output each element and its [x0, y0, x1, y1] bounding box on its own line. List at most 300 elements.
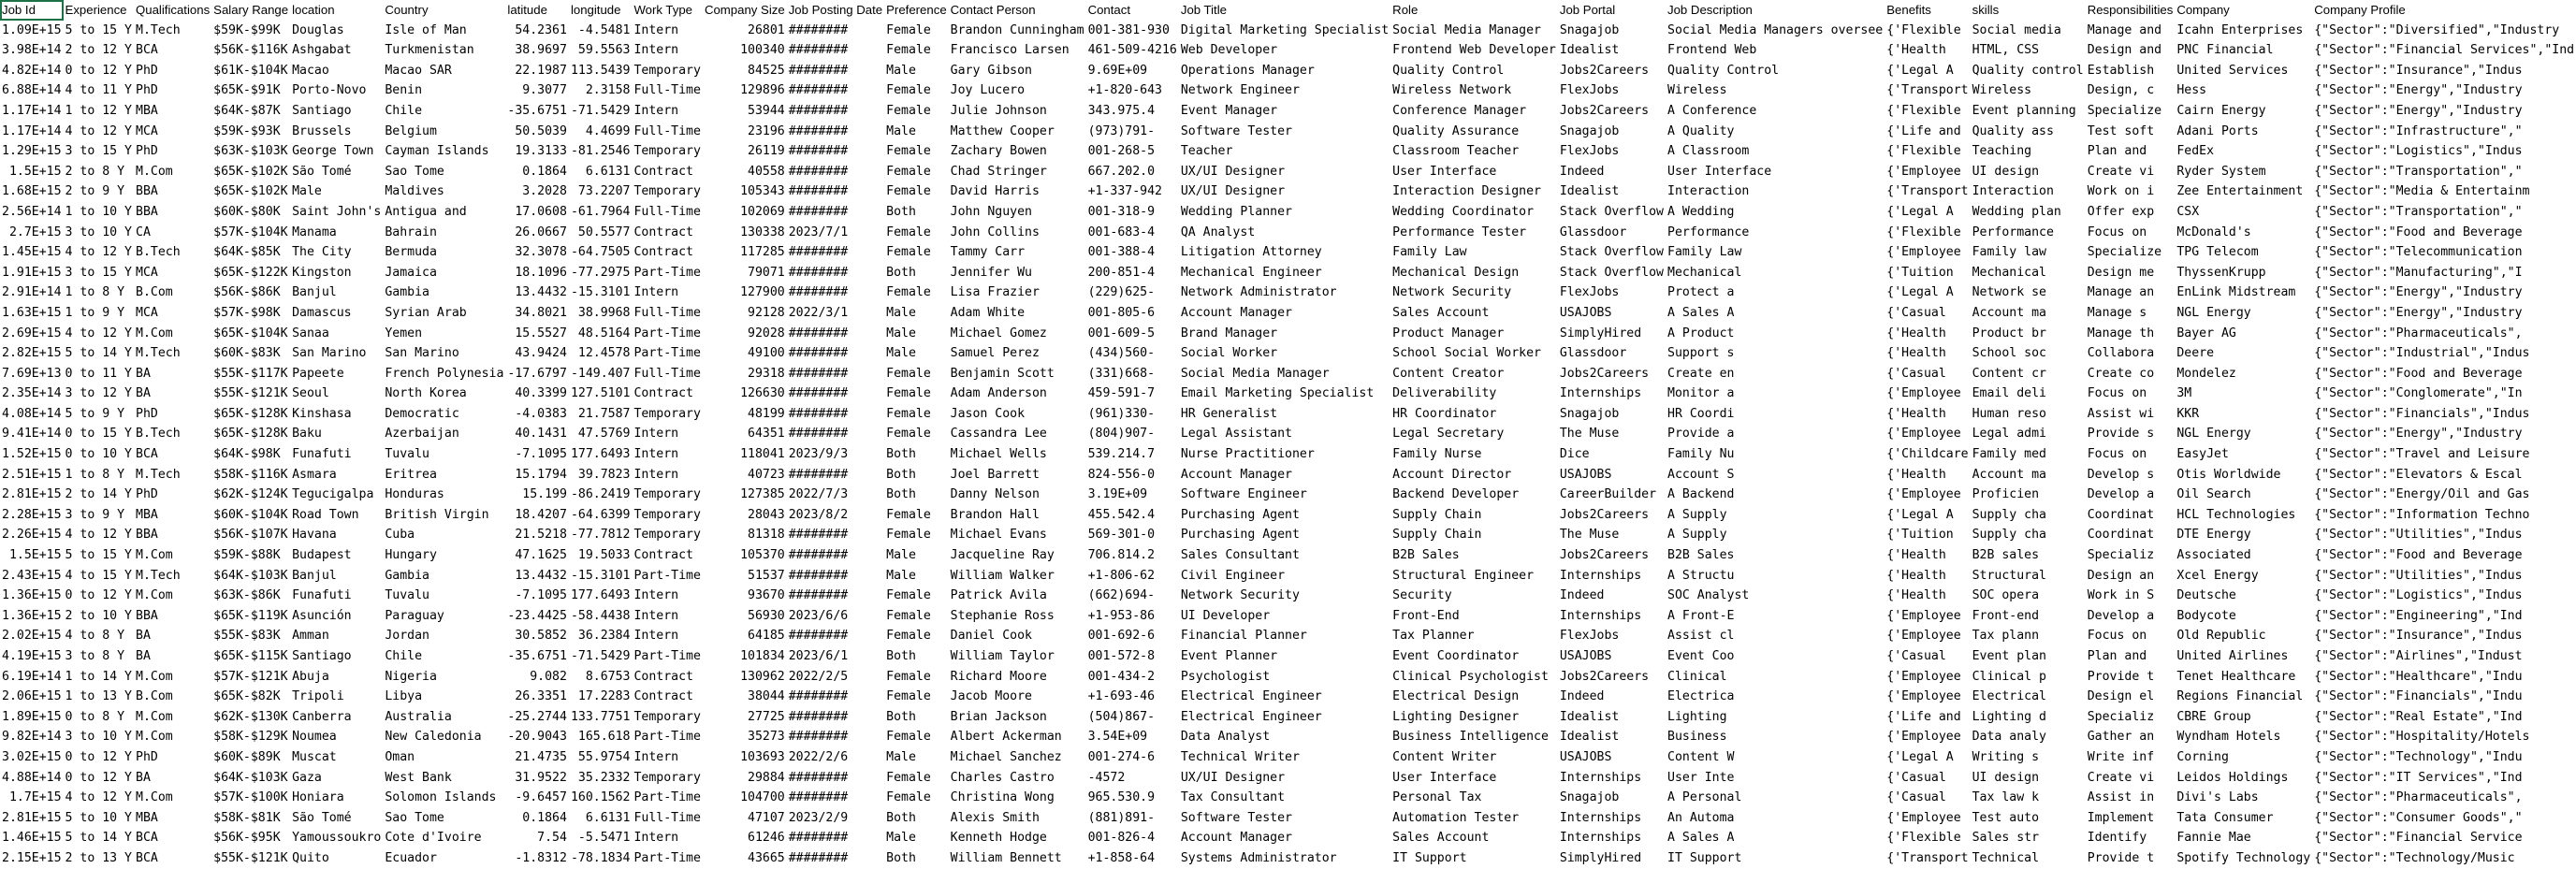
table-cell[interactable]: 1.17E+14	[2, 123, 62, 138]
table-cell[interactable]: Electrical	[1972, 689, 2046, 704]
table-cell[interactable]: 001-805-6	[1087, 305, 1156, 320]
table-cell[interactable]: School Social Worker	[1392, 346, 1541, 361]
table-cell[interactable]: Libya	[385, 689, 423, 704]
table-cell[interactable]: Software Tester	[1180, 123, 1292, 138]
table-cell[interactable]: ########	[788, 850, 849, 865]
table-cell[interactable]: 2022/2/5	[788, 669, 849, 684]
table-cell[interactable]: 2.3158	[585, 83, 631, 98]
table-cell[interactable]: $55K-$117K	[213, 366, 288, 381]
table-cell[interactable]: Human reso	[1972, 406, 2046, 421]
table-cell[interactable]: Tax Consultant	[1180, 790, 1286, 805]
table-cell[interactable]: Associated	[2176, 548, 2251, 563]
table-cell[interactable]: Frontend Web	[1667, 43, 1757, 58]
table-cell[interactable]: 3.02E+15	[2, 749, 62, 764]
table-cell[interactable]: Female	[886, 427, 931, 442]
table-cell[interactable]: 0 to 12 Y	[65, 588, 132, 603]
table-cell[interactable]: 93670	[748, 588, 785, 603]
table-cell[interactable]: Account S	[1667, 467, 1735, 482]
table-cell[interactable]: Email deli	[1972, 386, 2046, 401]
table-cell[interactable]: 1.29E+15	[2, 144, 62, 159]
table-cell[interactable]: ########	[788, 568, 849, 583]
table-cell[interactable]: Full-Time	[633, 204, 701, 219]
table-cell[interactable]: M.Com	[136, 164, 173, 179]
table-cell[interactable]: USAJOBS	[1559, 305, 1612, 320]
table-cell[interactable]: -5.5471	[577, 831, 631, 846]
table-cell[interactable]: 177.6493	[570, 588, 631, 603]
table-cell[interactable]: M.Com	[136, 709, 173, 724]
table-cell[interactable]: $65K-$104K	[213, 326, 288, 340]
table-cell[interactable]: $65K-$102K	[213, 164, 288, 179]
table-cell[interactable]: ########	[788, 43, 849, 58]
table-cell[interactable]: -35.6751	[507, 103, 567, 118]
table-cell[interactable]: Baku	[292, 427, 322, 442]
table-cell[interactable]: PNC Financial	[2176, 43, 2274, 58]
table-cell[interactable]: Santiago	[292, 649, 352, 663]
table-cell[interactable]: BA	[136, 629, 151, 644]
table-cell[interactable]: 54.2361	[515, 22, 567, 37]
table-cell[interactable]: 7.69E+13	[2, 366, 62, 381]
table-cell[interactable]: {"Sector":"Telecommunication	[2314, 245, 2523, 260]
table-cell[interactable]: Jason Cook	[950, 406, 1026, 421]
table-cell[interactable]: An Automa	[1667, 810, 1735, 825]
table-cell[interactable]: Automation Tester	[1392, 810, 1520, 825]
table-cell[interactable]: 55.9754	[577, 749, 631, 764]
table-cell[interactable]: North Korea	[385, 386, 467, 401]
table-cell[interactable]: ########	[788, 770, 849, 785]
table-cell[interactable]: Ryder System	[2176, 164, 2266, 179]
table-cell[interactable]: {"Sector":"Financial Service	[2314, 831, 2523, 846]
table-cell[interactable]: Female	[886, 103, 931, 118]
table-cell[interactable]: Francisco Larsen	[950, 43, 1070, 58]
table-cell[interactable]: {"Sector":"Manufacturing","I	[2314, 265, 2523, 280]
table-cell[interactable]: ########	[788, 366, 849, 381]
table-cell[interactable]: Software Engineer	[1180, 487, 1307, 502]
table-cell[interactable]: 1.5E+15	[8, 164, 62, 179]
table-cell[interactable]: HTML, CSS	[1972, 43, 2040, 58]
table-cell[interactable]: Product br	[1972, 326, 2046, 340]
table-cell[interactable]: Operations Manager	[1180, 63, 1315, 78]
table-cell[interactable]: Supply Chain	[1392, 528, 1482, 543]
table-cell[interactable]: 0 to 12 Y	[65, 749, 132, 764]
table-cell[interactable]: Teacher	[1180, 144, 1233, 159]
table-cell[interactable]: Glassdoor	[1559, 224, 1627, 239]
table-cell[interactable]: 1.5E+15	[8, 548, 62, 563]
table-cell[interactable]: 2.06E+15	[2, 689, 62, 704]
table-cell[interactable]: Julie Johnson	[950, 103, 1047, 118]
table-cell[interactable]: Account Director	[1392, 467, 1512, 482]
table-cell[interactable]: 35273	[748, 730, 785, 745]
table-cell[interactable]: 6.6131	[585, 810, 631, 825]
table-cell[interactable]: {'Health	[1886, 588, 1946, 603]
table-cell[interactable]: Network Security	[1180, 588, 1300, 603]
table-cell[interactable]: Temporary	[633, 507, 701, 522]
table-cell[interactable]: Male	[292, 184, 322, 199]
table-cell[interactable]: Family med	[1972, 447, 2046, 462]
table-cell[interactable]: 001-683-4	[1087, 224, 1156, 239]
table-cell[interactable]: {'Health	[1886, 346, 1946, 361]
table-cell[interactable]: 2.69E+15	[2, 326, 62, 340]
table-cell[interactable]: Network Administrator	[1180, 285, 1337, 300]
table-cell[interactable]: ########	[788, 709, 849, 724]
table-cell[interactable]: McDonald's	[2176, 224, 2251, 239]
table-cell[interactable]: ########	[788, 427, 849, 442]
table-cell[interactable]: Female	[886, 245, 931, 260]
table-cell[interactable]: Supply cha	[1972, 528, 2046, 543]
table-cell[interactable]: -4.5481	[577, 22, 631, 37]
table-cell[interactable]: Temporary	[633, 770, 701, 785]
table-cell[interactable]: Plan and	[2087, 649, 2147, 663]
table-cell[interactable]: Female	[886, 43, 931, 58]
table-cell[interactable]: 28043	[748, 507, 785, 522]
table-cell[interactable]: {"Sector":"Insurance","Indus	[2314, 629, 2523, 644]
table-cell[interactable]: 26.3351	[515, 689, 567, 704]
table-cell[interactable]: Frontend Web Developer	[1392, 43, 1556, 58]
table-cell[interactable]: {"Sector":"Diversified","Industry	[2314, 22, 2560, 37]
table-cell[interactable]: Front-End	[1392, 608, 1460, 623]
table-cell[interactable]: 9.82E+14	[2, 730, 62, 745]
column-header-cell[interactable]: Job Posting Date	[788, 3, 883, 17]
table-cell[interactable]: -149.407	[570, 366, 631, 381]
table-cell[interactable]: Regions Financial	[2176, 689, 2304, 704]
table-cell[interactable]: 34.8021	[515, 305, 567, 320]
table-cell[interactable]: -15.3101	[570, 568, 631, 583]
table-cell[interactable]: Social Media Manager	[1180, 366, 1330, 381]
table-cell[interactable]: Douglas	[292, 22, 344, 37]
table-cell[interactable]: -23.4425	[507, 608, 567, 623]
table-cell[interactable]: {'Life and	[1886, 709, 1961, 724]
table-cell[interactable]: Gather an	[2087, 730, 2155, 745]
table-cell[interactable]: {'Health	[1886, 548, 1946, 563]
table-cell[interactable]: Structural Engineer	[1392, 568, 1535, 583]
table-cell[interactable]: MCA	[136, 265, 158, 280]
table-cell[interactable]: 12.4578	[577, 346, 631, 361]
table-cell[interactable]: Isle of Man	[385, 22, 467, 37]
table-cell[interactable]: 126630	[740, 386, 785, 401]
table-cell[interactable]: B2B Sales	[1667, 548, 1735, 563]
table-cell[interactable]: Christina Wong	[950, 790, 1055, 805]
table-cell[interactable]: Stack Overflow	[1559, 245, 1664, 260]
table-cell[interactable]: Proficien	[1972, 487, 2040, 502]
table-cell[interactable]: Jobs2Careers	[1559, 103, 1650, 118]
table-cell[interactable]: 15.5527	[515, 326, 567, 340]
table-cell[interactable]: Male	[886, 548, 916, 563]
table-cell[interactable]: Brian Jackson	[950, 709, 1047, 724]
table-cell[interactable]: {"Sector":"IT Services","Ind	[2314, 770, 2523, 785]
table-cell[interactable]: Banjul	[292, 285, 337, 300]
table-cell[interactable]: Specializ	[2087, 709, 2155, 724]
table-cell[interactable]: 2.43E+15	[2, 568, 62, 583]
table-cell[interactable]: Performance Tester	[1392, 224, 1527, 239]
table-cell[interactable]: {'Employee	[1886, 164, 1961, 179]
table-cell[interactable]: ########	[788, 467, 849, 482]
table-cell[interactable]: FlexJobs	[1559, 83, 1620, 98]
table-cell[interactable]: Male	[886, 568, 916, 583]
table-cell[interactable]: UI design	[1972, 770, 2040, 785]
table-cell[interactable]: A Wedding	[1667, 204, 1735, 219]
table-cell[interactable]: +1-820-643	[1087, 83, 1162, 98]
table-cell[interactable]: ########	[788, 63, 849, 78]
table-cell[interactable]: {"Sector":"Utilities","Indus	[2314, 528, 2523, 543]
table-cell[interactable]: British Virgin	[385, 507, 489, 522]
table-cell[interactable]: Software Tester	[1180, 810, 1292, 825]
table-cell[interactable]: {"Sector":"Pharmaceuticals",	[2314, 790, 2523, 805]
table-cell[interactable]: A Personal	[1667, 790, 1742, 805]
table-cell[interactable]: 53944	[748, 103, 785, 118]
table-cell[interactable]: 40723	[748, 467, 785, 482]
table-cell[interactable]: USAJOBS	[1559, 467, 1612, 482]
table-cell[interactable]: Budapest	[292, 548, 352, 563]
table-cell[interactable]: ########	[788, 204, 849, 219]
table-cell[interactable]: PhD	[136, 144, 158, 159]
table-cell[interactable]: Personal Tax	[1392, 790, 1482, 805]
table-cell[interactable]: 21.4735	[515, 749, 567, 764]
table-cell[interactable]: Establish	[2087, 63, 2155, 78]
table-cell[interactable]: 40.1431	[515, 427, 567, 442]
table-cell[interactable]: Psychologist	[1180, 669, 1271, 684]
table-cell[interactable]: $65K-$91K	[213, 83, 281, 98]
table-cell[interactable]: Female	[886, 608, 931, 623]
table-cell[interactable]: Female	[886, 406, 931, 421]
table-cell[interactable]: 001-609-5	[1087, 326, 1156, 340]
table-cell[interactable]: Clinical Psychologist	[1392, 669, 1549, 684]
table-cell[interactable]: USAJOBS	[1559, 749, 1612, 764]
table-cell[interactable]: Idealist	[1559, 43, 1620, 58]
table-cell[interactable]: 1.7E+15	[8, 790, 62, 805]
table-cell[interactable]: Coordinat	[2087, 528, 2155, 543]
table-cell[interactable]: $65K-$115K	[213, 649, 288, 663]
table-cell[interactable]: 2023/7/1	[788, 224, 849, 239]
table-cell[interactable]: -7.1095	[515, 447, 567, 462]
table-cell[interactable]: Offer exp	[2087, 204, 2155, 219]
table-cell[interactable]: Benin	[385, 83, 423, 98]
table-cell[interactable]: Both	[886, 204, 916, 219]
table-cell[interactable]: MCA	[136, 305, 158, 320]
table-cell[interactable]: 0 to 11 Y	[65, 366, 132, 381]
table-cell[interactable]: Noumea	[292, 730, 337, 745]
table-cell[interactable]: Account ma	[1972, 467, 2046, 482]
table-cell[interactable]: 2.56E+14	[2, 204, 62, 219]
table-cell[interactable]: ########	[788, 689, 849, 704]
table-cell[interactable]: Legal Assistant	[1180, 427, 1292, 442]
column-header-cell[interactable]: Job Title	[1180, 3, 1227, 17]
table-cell[interactable]: ########	[788, 184, 849, 199]
table-cell[interactable]: Santiago	[292, 103, 352, 118]
table-cell[interactable]: {'Employee	[1886, 629, 1961, 644]
table-cell[interactable]: Security	[1392, 588, 1452, 603]
table-cell[interactable]: {'Employee	[1886, 669, 1961, 684]
table-cell[interactable]: Adani Ports	[2176, 123, 2259, 138]
table-cell[interactable]: 1.17E+14	[2, 103, 62, 118]
table-cell[interactable]: {"Sector":"Travel and Leisure	[2314, 447, 2530, 462]
table-cell[interactable]: DTE Energy	[2176, 528, 2251, 543]
table-cell[interactable]: Bodycote	[2176, 608, 2236, 623]
table-cell[interactable]: 130962	[740, 669, 785, 684]
table-cell[interactable]: Provide a	[1667, 427, 1735, 442]
table-cell[interactable]: PhD	[136, 83, 158, 98]
table-cell[interactable]: Account Manager	[1180, 305, 1292, 320]
table-cell[interactable]: Benjamin Scott	[950, 366, 1055, 381]
table-cell[interactable]: Female	[886, 770, 931, 785]
column-header-cell[interactable]: Contact	[1087, 3, 1131, 17]
column-header-cell[interactable]: skills	[1972, 3, 2000, 17]
table-cell[interactable]: Intern	[633, 831, 679, 846]
table-cell[interactable]: Jacqueline Ray	[950, 548, 1055, 563]
table-cell[interactable]: David Harris	[950, 184, 1040, 199]
table-cell[interactable]: Content Writer	[1392, 749, 1497, 764]
table-cell[interactable]: Teaching	[1972, 144, 2032, 159]
table-cell[interactable]: Intern	[633, 22, 679, 37]
table-cell[interactable]: {"Sector":"Financial Services","Ind	[2314, 43, 2575, 58]
table-cell[interactable]: Gary Gibson	[950, 63, 1032, 78]
table-cell[interactable]: Contract	[633, 386, 693, 401]
table-cell[interactable]: Develop s	[2087, 467, 2155, 482]
table-cell[interactable]: PhD	[136, 406, 158, 421]
table-cell[interactable]: {"Sector":"Engineering","Ind	[2314, 608, 2523, 623]
table-cell[interactable]: FlexJobs	[1559, 285, 1620, 300]
table-cell[interactable]: {"Sector":"Financials","Indus	[2314, 406, 2530, 421]
table-cell[interactable]: Web Developer	[1180, 43, 1278, 58]
table-cell[interactable]: 26.0667	[515, 224, 567, 239]
table-cell[interactable]: {'Employee	[1886, 608, 1961, 623]
table-cell[interactable]: (434)560-	[1087, 346, 1156, 361]
table-cell[interactable]: Honiara	[292, 790, 344, 805]
table-cell[interactable]: Technical	[1972, 850, 2040, 865]
table-cell[interactable]: 38044	[748, 689, 785, 704]
table-cell[interactable]: 27725	[748, 709, 785, 724]
table-cell[interactable]: Provide t	[2087, 850, 2155, 865]
column-header-cell[interactable]: Responsibilities	[2087, 3, 2174, 17]
table-cell[interactable]: {"Sector":"Energy","Industry	[2314, 427, 2523, 442]
table-cell[interactable]: São Tomé	[292, 164, 352, 179]
table-cell[interactable]: 64185	[748, 629, 785, 644]
table-cell[interactable]: Daniel Cook	[950, 629, 1032, 644]
table-cell[interactable]: Civil Engineer	[1180, 568, 1286, 583]
table-cell[interactable]: {'Flexible	[1886, 144, 1961, 159]
table-cell[interactable]: $62K-$130K	[213, 709, 288, 724]
table-cell[interactable]: M.Tech	[136, 568, 181, 583]
table-cell[interactable]: Male	[886, 346, 916, 361]
table-cell[interactable]: Banjul	[292, 568, 337, 583]
table-cell[interactable]: M.Com	[136, 730, 173, 745]
table-cell[interactable]: Manama	[292, 224, 337, 239]
table-cell[interactable]: Full-Time	[633, 305, 701, 320]
table-cell[interactable]: Internships	[1559, 770, 1642, 785]
table-cell[interactable]: Family Nurse	[1392, 447, 1482, 462]
table-cell[interactable]: 3.2028	[522, 184, 567, 199]
table-cell[interactable]: {"Sector":"Energy","Industry	[2314, 305, 2523, 320]
table-cell[interactable]: Hungary	[385, 548, 437, 563]
table-cell[interactable]: ########	[788, 123, 849, 138]
table-cell[interactable]: {'Employee	[1886, 386, 1961, 401]
table-cell[interactable]: Canberra	[292, 709, 352, 724]
table-cell[interactable]: Structural	[1972, 568, 2046, 583]
table-cell[interactable]: Corning	[2176, 749, 2229, 764]
column-header-cell[interactable]: Job Description	[1667, 3, 1753, 17]
table-cell[interactable]: Sales str	[1972, 831, 2040, 846]
table-cell[interactable]: 2023/8/2	[788, 507, 849, 522]
table-cell[interactable]: (504)867-	[1087, 709, 1156, 724]
table-cell[interactable]: Social media	[1972, 22, 2061, 37]
table-cell[interactable]: 129896	[740, 83, 785, 98]
table-cell[interactable]: Solomon Islands	[385, 790, 497, 805]
table-cell[interactable]: Cayman Islands	[385, 144, 489, 159]
table-cell[interactable]: Yemen	[385, 326, 423, 340]
table-cell[interactable]: 43.9424	[515, 346, 567, 361]
table-cell[interactable]: -4.0383	[515, 406, 567, 421]
table-cell[interactable]: 127900	[740, 285, 785, 300]
table-cell[interactable]: Cuba	[385, 528, 415, 543]
table-cell[interactable]: 3.54E+09	[1087, 730, 1148, 745]
table-cell[interactable]: 2.26E+15	[2, 528, 62, 543]
table-cell[interactable]: Internships	[1559, 810, 1642, 825]
table-cell[interactable]: 15.1794	[515, 467, 567, 482]
table-cell[interactable]: -61.7964	[570, 204, 631, 219]
table-cell[interactable]: Business Intelligence	[1392, 730, 1549, 745]
table-cell[interactable]: {"Sector":"Energy","Industry	[2314, 83, 2523, 98]
table-cell[interactable]: Tegucigalpa	[292, 487, 374, 502]
table-cell[interactable]: ########	[788, 245, 849, 260]
table-cell[interactable]: The Muse	[1559, 427, 1620, 442]
table-cell[interactable]: +1-693-46	[1087, 689, 1156, 704]
table-cell[interactable]: Asunción	[292, 608, 352, 623]
table-cell[interactable]: {'Employee	[1886, 487, 1961, 502]
table-cell[interactable]: $65K-$102K	[213, 184, 288, 199]
table-cell[interactable]: Snagajob	[1559, 406, 1620, 421]
table-cell[interactable]: ########	[788, 22, 849, 37]
table-cell[interactable]: Havana	[292, 528, 337, 543]
table-cell[interactable]: $65K-$128K	[213, 427, 288, 442]
table-cell[interactable]: 455.542.4	[1087, 507, 1156, 522]
table-cell[interactable]: 50.5039	[515, 123, 567, 138]
table-cell[interactable]: 824-556-0	[1087, 467, 1156, 482]
table-cell[interactable]: Male	[886, 123, 916, 138]
table-cell[interactable]: Tax law k	[1972, 790, 2040, 805]
table-cell[interactable]: TPG Telecom	[2176, 245, 2259, 260]
table-cell[interactable]: 2.7E+15	[8, 224, 62, 239]
table-cell[interactable]: 48.5164	[577, 326, 631, 340]
table-cell[interactable]: Both	[886, 265, 916, 280]
table-cell[interactable]: Monitor a	[1667, 386, 1735, 401]
table-cell[interactable]: NGL Energy	[2176, 427, 2251, 442]
table-cell[interactable]: 2023/6/6	[788, 608, 849, 623]
table-cell[interactable]: -64.7505	[570, 245, 631, 260]
table-cell[interactable]: 3 to 15 Y	[65, 265, 132, 280]
table-cell[interactable]: {"Sector":"Consumer Goods","	[2314, 810, 2523, 825]
table-cell[interactable]: MBA	[136, 507, 158, 522]
table-cell[interactable]: Albert Ackerman	[950, 730, 1062, 745]
table-cell[interactable]: 1 to 13 Y	[65, 689, 132, 704]
table-cell[interactable]: M.Com	[136, 669, 173, 684]
table-cell[interactable]: Alexis Smith	[950, 810, 1040, 825]
table-cell[interactable]: Interaction	[1667, 184, 1750, 199]
column-header-cell[interactable]: latitude	[507, 3, 547, 17]
table-cell[interactable]: 4 to 12 Y	[65, 326, 132, 340]
table-cell[interactable]: (662)694-	[1087, 588, 1156, 603]
table-cell[interactable]: Collabora	[2087, 346, 2155, 361]
table-cell[interactable]: Jobs2Careers	[1559, 63, 1650, 78]
table-cell[interactable]: M.Tech	[136, 22, 181, 37]
table-cell[interactable]: {'Transport	[1886, 83, 1969, 98]
table-cell[interactable]: Funafuti	[292, 447, 352, 462]
table-cell[interactable]: William Walker	[950, 568, 1055, 583]
table-cell[interactable]: Both	[886, 810, 916, 825]
table-cell[interactable]: Performance	[1972, 224, 2054, 239]
table-cell[interactable]: 64351	[748, 427, 785, 442]
table-cell[interactable]: 18.1096	[515, 265, 567, 280]
table-cell[interactable]: Electrical Engineer	[1180, 709, 1322, 724]
table-cell[interactable]: Internships	[1559, 608, 1642, 623]
table-cell[interactable]: {'Employee	[1886, 810, 1961, 825]
